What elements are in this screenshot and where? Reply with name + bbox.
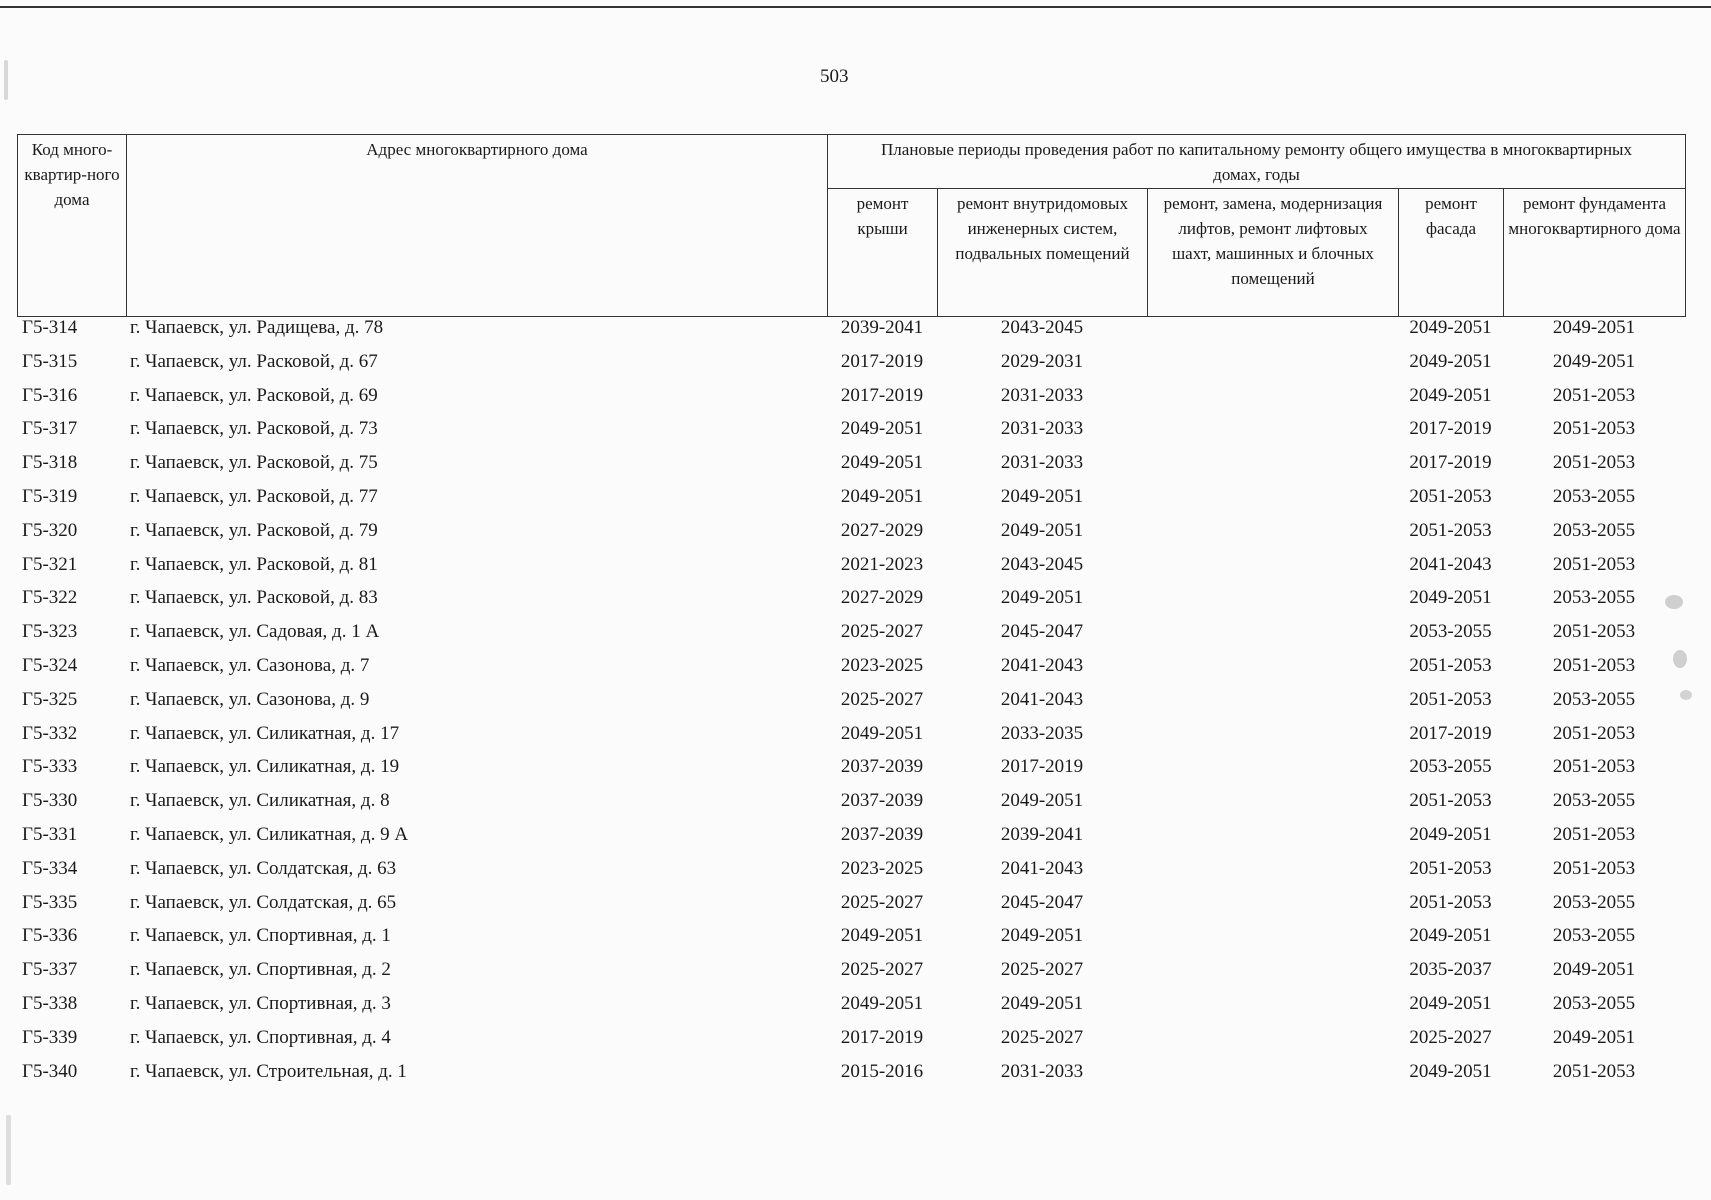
- cell-facade: 2051-2053: [1409, 790, 1492, 812]
- cell-facade: 2041-2043: [1409, 553, 1492, 575]
- cell-address: г. Чапаевск, ул. Силикатная, д. 17: [130, 722, 400, 744]
- cell-engineering: 2041-2043: [1000, 857, 1084, 879]
- table-row: [17, 924, 1685, 958]
- cell-facade: 2049-2051: [1409, 384, 1492, 406]
- cell-facade: 2049-2051: [1409, 317, 1492, 338]
- cell-roof: 2049-2051: [840, 418, 924, 440]
- cell-engineering: 2025-2027: [1000, 1026, 1084, 1048]
- cell-engineering: 2043-2045: [1000, 317, 1084, 338]
- cell-address: г. Чапаевск, ул. Сазонова, д. 9: [130, 688, 370, 710]
- cell-engineering: 2033-2035: [1000, 722, 1084, 744]
- header-roof: ремонт крыши: [828, 188, 938, 316]
- cell-code: Г5-319: [22, 485, 78, 507]
- page-number: 503: [820, 66, 849, 87]
- cell-code: Г5-337: [22, 959, 78, 981]
- cell-foundation: 2051-2053: [1552, 384, 1636, 406]
- cell-code: Г5-324: [22, 654, 78, 676]
- cell-code: Г5-316: [22, 384, 78, 406]
- cell-roof: 2037-2039: [840, 823, 924, 845]
- top-rule: [0, 6, 1711, 8]
- cell-address: г. Чапаевск, ул. Расковой, д. 79: [130, 519, 378, 541]
- cell-engineering: 2017-2019: [1000, 756, 1084, 778]
- cell-address: г. Чапаевск, ул. Солдатская, д. 65: [130, 891, 397, 913]
- cell-address: г. Чапаевск, ул. Силикатная, д. 8: [130, 790, 390, 812]
- table-row: [17, 992, 1685, 1026]
- cell-engineering: 2031-2033: [1000, 384, 1084, 406]
- cell-engineering: 2041-2043: [1000, 654, 1084, 676]
- cell-roof: 2049-2051: [840, 485, 924, 507]
- cell-engineering: 2031-2033: [1000, 452, 1084, 474]
- cell-code: Г5-331: [22, 823, 78, 845]
- cell-address: г. Чапаевск, ул. Радищева, д. 78: [130, 317, 384, 338]
- cell-foundation: 2049-2051: [1552, 1026, 1636, 1048]
- header-engineering: ремонт внутридомовых инженерных систем, подвальных помещений: [938, 188, 1148, 316]
- table-row: [17, 891, 1685, 925]
- cell-facade: 2017-2019: [1409, 452, 1492, 474]
- table-row: [17, 451, 1685, 485]
- cell-foundation: 2051-2053: [1552, 654, 1636, 676]
- cell-code: Г5-334: [22, 857, 78, 879]
- cell-code: Г5-317: [22, 418, 78, 440]
- cell-address: г. Чапаевск, ул. Расковой, д. 81: [130, 553, 378, 575]
- cell-address: г. Чапаевск, ул. Расковой, д. 69: [130, 384, 378, 406]
- cell-facade: 2049-2051: [1409, 925, 1492, 947]
- cell-foundation: 2051-2053: [1552, 823, 1636, 845]
- cell-facade: 2017-2019: [1409, 722, 1492, 744]
- table-row: [17, 350, 1685, 384]
- cell-roof: 2027-2029: [840, 587, 924, 609]
- cell-code: Г5-333: [22, 756, 78, 778]
- cell-code: Г5-323: [22, 621, 78, 643]
- cell-roof: 2023-2025: [840, 654, 924, 676]
- cell-engineering: 2049-2051: [1000, 790, 1084, 812]
- cell-code: Г5-339: [22, 1026, 78, 1048]
- cell-roof: 2037-2039: [840, 790, 924, 812]
- cell-foundation: 2051-2053: [1552, 1060, 1636, 1082]
- cell-address: г. Чапаевск, ул. Сазонова, д. 7: [130, 654, 370, 676]
- cell-facade: 2051-2053: [1409, 519, 1492, 541]
- table-row: [17, 485, 1685, 519]
- table-row: [17, 722, 1685, 756]
- cell-roof: 2017-2019: [840, 1026, 924, 1048]
- cell-roof: 2015-2016: [840, 1060, 924, 1082]
- cell-engineering: 2029-2031: [1000, 350, 1084, 372]
- cell-code: Г5-336: [22, 925, 78, 947]
- scan-speck: [1680, 690, 1692, 700]
- table-row: [17, 688, 1685, 722]
- cell-facade: 2049-2051: [1409, 992, 1492, 1014]
- cell-roof: 2049-2051: [840, 722, 924, 744]
- cell-engineering: 2031-2033: [1000, 418, 1084, 440]
- cell-code: Г5-332: [22, 722, 78, 744]
- cell-address: г. Чапаевск, ул. Расковой, д. 83: [130, 587, 378, 609]
- table-row: [17, 519, 1685, 553]
- cell-foundation: 2051-2053: [1552, 452, 1636, 474]
- cell-foundation: 2053-2055: [1552, 790, 1636, 812]
- cell-facade: 2051-2053: [1409, 891, 1492, 913]
- cell-code: Г5-320: [22, 519, 78, 541]
- cell-engineering: 2049-2051: [1000, 587, 1084, 609]
- cell-code: Г5-315: [22, 350, 78, 372]
- cell-roof: 2025-2027: [840, 959, 924, 981]
- cell-roof: 2025-2027: [840, 891, 924, 913]
- cell-facade: 2053-2055: [1409, 756, 1492, 778]
- cell-foundation: 2053-2055: [1552, 485, 1636, 507]
- cell-address: г. Чапаевск, ул. Расковой, д. 67: [130, 350, 378, 372]
- cell-foundation: 2053-2055: [1552, 587, 1636, 609]
- cell-facade: 2051-2053: [1409, 654, 1492, 676]
- cell-roof: 2049-2051: [840, 452, 924, 474]
- table-row: [17, 620, 1685, 654]
- table-row: [17, 384, 1685, 418]
- table-body: [17, 316, 1685, 1093]
- cell-engineering: 2049-2051: [1000, 992, 1084, 1014]
- table-row: [17, 1026, 1685, 1060]
- scan-speck: [6, 1115, 11, 1185]
- table-row: [17, 1060, 1685, 1094]
- table-row: [17, 586, 1685, 620]
- cell-address: г. Чапаевск, ул. Спортивная, д. 1: [130, 925, 391, 947]
- table-row: [17, 316, 1685, 350]
- cell-engineering: 2025-2027: [1000, 959, 1084, 981]
- cell-facade: 2049-2051: [1409, 350, 1492, 372]
- cell-foundation: 2051-2053: [1552, 621, 1636, 643]
- header-address: Адрес многоквартирного дома: [127, 135, 828, 317]
- table-row: [17, 958, 1685, 992]
- cell-foundation: 2053-2055: [1552, 992, 1636, 1014]
- cell-roof: 2049-2051: [840, 992, 924, 1014]
- cell-foundation: 2053-2055: [1552, 688, 1636, 710]
- cell-roof: 2025-2027: [840, 688, 924, 710]
- cell-facade: 2053-2055: [1409, 621, 1492, 643]
- cell-address: г. Чапаевск, ул. Строительная, д. 1: [130, 1060, 407, 1082]
- cell-facade: 2051-2053: [1409, 688, 1492, 710]
- cell-code: Г5-325: [22, 688, 78, 710]
- table-row: [17, 417, 1685, 451]
- table-row: [17, 789, 1685, 823]
- cell-facade: 2025-2027: [1409, 1026, 1492, 1048]
- cell-address: г. Чапаевск, ул. Силикатная, д. 19: [130, 756, 400, 778]
- cell-code: Г5-322: [22, 587, 78, 609]
- cell-engineering: 2049-2051: [1000, 485, 1084, 507]
- cell-address: г. Чапаевск, ул. Спортивная, д. 3: [130, 992, 391, 1014]
- table-row: [17, 823, 1685, 857]
- cell-foundation: 2051-2053: [1552, 722, 1636, 744]
- cell-address: г. Чапаевск, ул. Расковой, д. 75: [130, 452, 378, 474]
- cell-engineering: 2045-2047: [1000, 621, 1084, 643]
- cell-engineering: 2045-2047: [1000, 891, 1084, 913]
- cell-address: г. Чапаевск, ул. Спортивная, д. 2: [130, 959, 391, 981]
- scan-speck: [1665, 595, 1683, 609]
- cell-roof: 2039-2041: [840, 317, 924, 338]
- cell-foundation: 2049-2051: [1552, 317, 1636, 338]
- cell-roof: 2027-2029: [840, 519, 924, 541]
- cell-code: Г5-340: [22, 1060, 78, 1082]
- cell-facade: 2035-2037: [1409, 959, 1492, 981]
- cell-engineering: 2041-2043: [1000, 688, 1084, 710]
- cell-address: г. Чапаевск, ул. Силикатная, д. 9 А: [130, 823, 409, 845]
- cell-address: г. Чапаевск, ул. Расковой, д. 73: [130, 418, 378, 440]
- cell-engineering: 2049-2051: [1000, 519, 1084, 541]
- cell-foundation: 2049-2051: [1552, 350, 1636, 372]
- cell-foundation: 2053-2055: [1552, 519, 1636, 541]
- cell-code: Г5-338: [22, 992, 78, 1014]
- cell-foundation: 2053-2055: [1552, 891, 1636, 913]
- cell-code: Г5-318: [22, 452, 78, 474]
- table-row: [17, 654, 1685, 688]
- cell-facade: 2049-2051: [1409, 587, 1492, 609]
- cell-facade: 2051-2053: [1409, 857, 1492, 879]
- cell-roof: 2021-2023: [840, 553, 924, 575]
- cell-engineering: 2039-2041: [1000, 823, 1084, 845]
- scan-speck: [4, 60, 8, 100]
- cell-foundation: 2051-2053: [1552, 418, 1636, 440]
- table-row: [17, 857, 1685, 891]
- cell-address: г. Чапаевск, ул. Садовая, д. 1 А: [130, 621, 380, 643]
- cell-facade: 2017-2019: [1409, 418, 1492, 440]
- table-row: [17, 553, 1685, 587]
- cell-foundation: 2053-2055: [1552, 925, 1636, 947]
- table-header: [17, 134, 1686, 317]
- header-foundation: ремонт фундамента многоквартирного дома: [1504, 188, 1686, 316]
- header-code: Код много-квартир-ного дома: [18, 135, 127, 317]
- cell-code: Г5-321: [22, 553, 78, 575]
- cell-foundation: 2051-2053: [1552, 553, 1636, 575]
- header-facade: ремонт фасада: [1399, 188, 1504, 316]
- cell-facade: 2049-2051: [1409, 823, 1492, 845]
- cell-engineering: 2049-2051: [1000, 925, 1084, 947]
- cell-code: Г5-330: [22, 790, 78, 812]
- cell-roof: 2025-2027: [840, 621, 924, 643]
- cell-facade: 2049-2051: [1409, 1060, 1492, 1082]
- scan-speck: [1673, 650, 1687, 668]
- cell-foundation: 2051-2053: [1552, 857, 1636, 879]
- cell-code: Г5-335: [22, 891, 78, 913]
- cell-roof: 2023-2025: [840, 857, 924, 879]
- header-lifts: ремонт, замена, модернизация лифтов, ремонт лифтовых шахт, машинных и блочных помещений: [1148, 188, 1399, 316]
- cell-code: Г5-314: [22, 317, 78, 338]
- cell-address: г. Чапаевск, ул. Солдатская, д. 63: [130, 857, 397, 879]
- cell-address: г. Чапаевск, ул. Спортивная, д. 4: [130, 1026, 391, 1048]
- cell-foundation: 2049-2051: [1552, 959, 1636, 981]
- cell-engineering: 2043-2045: [1000, 553, 1084, 575]
- cell-address: г. Чапаевск, ул. Расковой, д. 77: [130, 485, 378, 507]
- cell-facade: 2051-2053: [1409, 485, 1492, 507]
- table-row: [17, 755, 1685, 789]
- cell-engineering: 2031-2033: [1000, 1060, 1084, 1082]
- cell-roof: 2017-2019: [840, 350, 924, 372]
- cell-roof: 2017-2019: [840, 384, 924, 406]
- cell-roof: 2037-2039: [840, 756, 924, 778]
- header-periods: Плановые периоды проведения работ по капитальному ремонту общего имущества в многоквартирных домах, годы: [828, 135, 1686, 189]
- cell-foundation: 2051-2053: [1552, 756, 1636, 778]
- cell-roof: 2049-2051: [840, 925, 924, 947]
